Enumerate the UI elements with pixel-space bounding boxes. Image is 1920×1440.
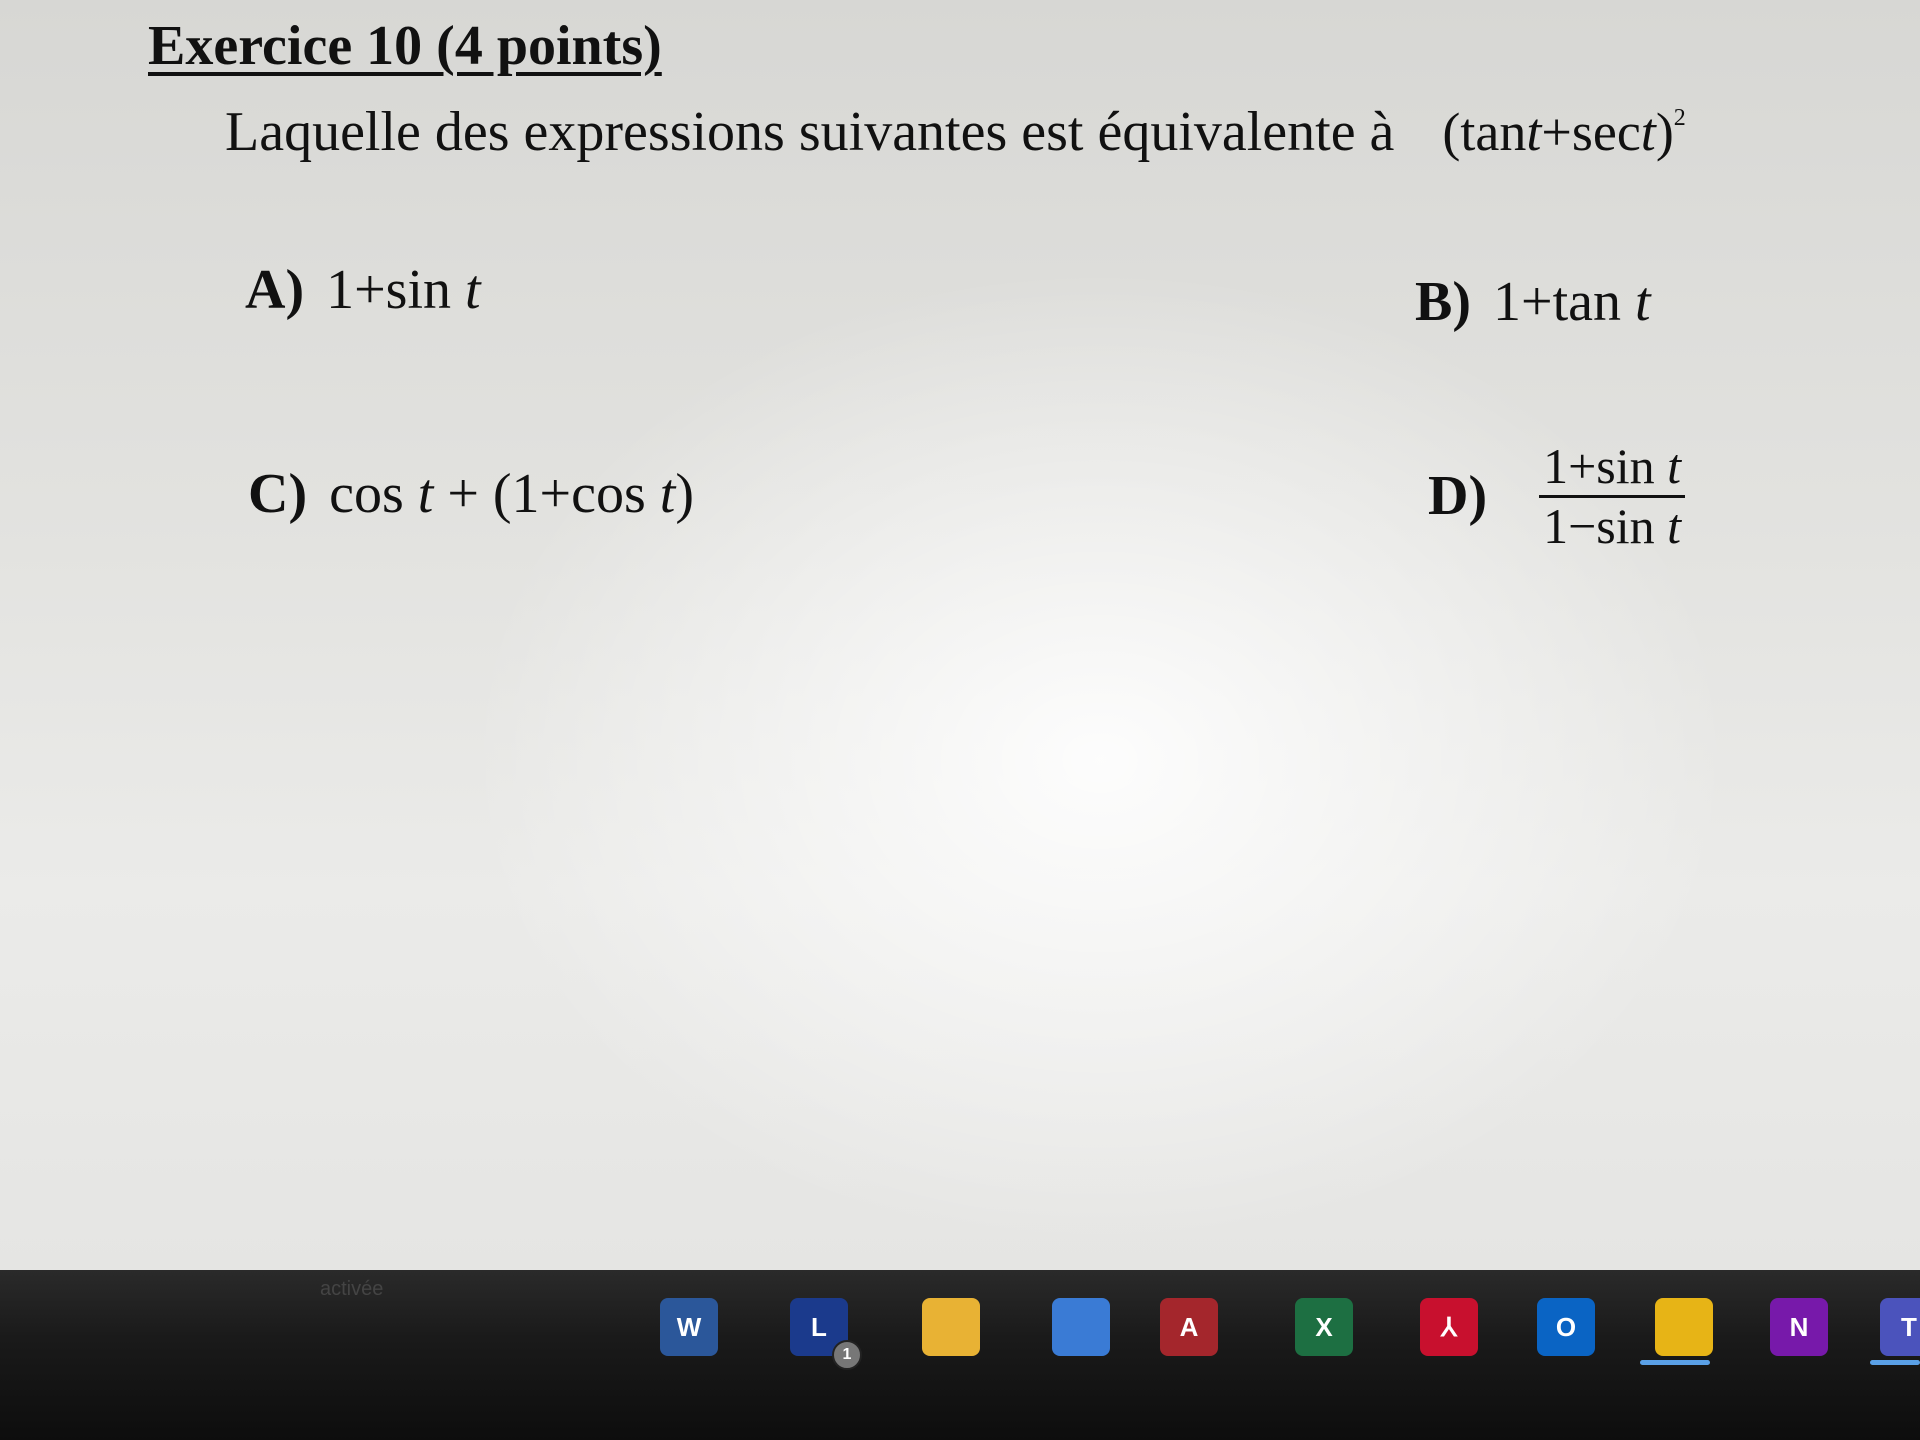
copilot-icon[interactable] — [1052, 1298, 1110, 1356]
option-c-label: C) — [248, 463, 308, 525]
option-d-fraction — [1539, 440, 1685, 552]
chrome-icon[interactable] — [1655, 1298, 1713, 1356]
word-icon[interactable]: W — [660, 1298, 718, 1356]
activation-text: activée — [320, 1278, 384, 1300]
question-expression: $(\tan t+\sec t)^2$ — [1442, 102, 1686, 162]
access-icon[interactable]: A — [1160, 1298, 1218, 1356]
teams-icon[interactable]: T — [1880, 1298, 1920, 1356]
option-b: B) 1+tan t — [1415, 271, 1651, 333]
active-app-indicator — [1870, 1360, 1920, 1365]
option-a-label: A) — [245, 259, 305, 321]
outlook-icon[interactable]: O — [1537, 1298, 1595, 1356]
question-prompt: Laquelle des expressions suivantes est équivalente à — [225, 101, 1395, 163]
excel-icon[interactable]: X — [1295, 1298, 1353, 1356]
lexibar-icon[interactable]: L 1 — [790, 1298, 848, 1356]
file-explorer-icon[interactable] — [922, 1298, 980, 1356]
fraction-denominator: 1−sin t — [1543, 497, 1682, 554]
option-d — [1428, 440, 1685, 552]
option-d-label: D) — [1428, 465, 1488, 527]
option-c: C) cos t + (1+cos t) — [248, 463, 694, 525]
onenote-icon[interactable]: N — [1770, 1298, 1828, 1356]
exercise-title: Exercice 10 (4 points) — [148, 15, 662, 77]
notification-badge: 1 — [832, 1340, 862, 1370]
question-text — [225, 100, 1686, 164]
option-a: A) 1+sin t — [245, 259, 481, 321]
acrobat-icon[interactable]: ⅄ — [1420, 1298, 1478, 1356]
option-b-label: B) — [1415, 271, 1471, 333]
active-app-indicator — [1640, 1360, 1710, 1365]
fraction-numerator: 1+sin t — [1539, 440, 1685, 498]
